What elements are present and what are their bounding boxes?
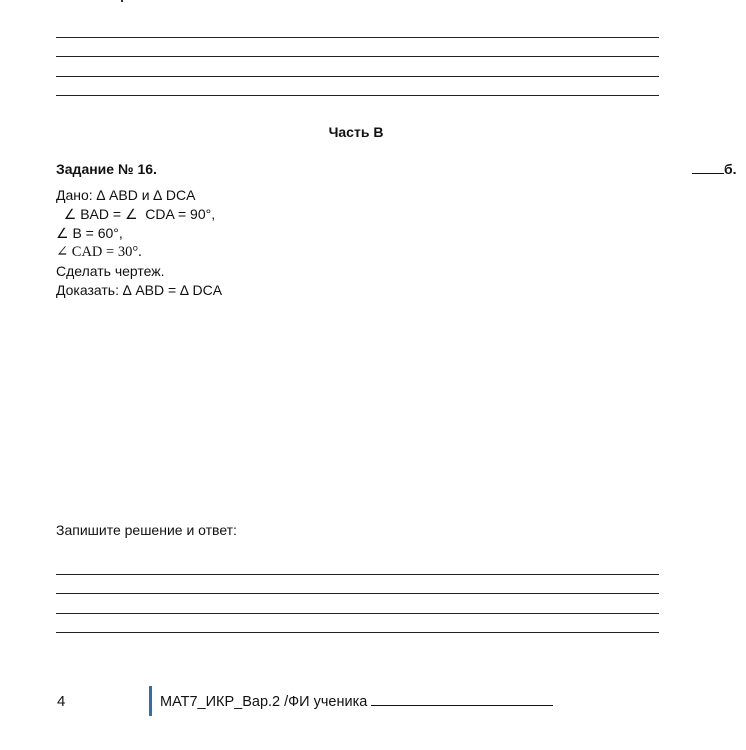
- answer-line[interactable]: [56, 593, 659, 594]
- doc-label: МАТ7_ИКР_Вар.2 /ФИ ученика: [160, 694, 372, 710]
- given-line: ∠ BAD = ∠ CDA = 90°,: [56, 206, 216, 222]
- score-suffix: б.: [724, 161, 737, 177]
- section-title: Часть В: [328, 124, 384, 140]
- answer-line[interactable]: [56, 632, 659, 633]
- footer-label: [160, 692, 553, 710]
- given-block: [56, 186, 222, 300]
- answer-line[interactable]: [56, 76, 659, 77]
- given-line: ∠ B = 60°,: [56, 225, 123, 241]
- given-line: ∠ CAD = 30°.: [56, 244, 142, 260]
- answer-line[interactable]: [56, 95, 659, 96]
- answer-instruction: Запишите решение и ответ:: [56, 522, 237, 538]
- footer-accent-bar: [149, 686, 152, 716]
- score-field[interactable]: [692, 161, 737, 177]
- score-blank[interactable]: [692, 161, 724, 174]
- answer-line[interactable]: [56, 613, 659, 614]
- given-line: Дано: ∆ ABD и ∆ DCA: [56, 187, 196, 203]
- given-line: Сделать чертеж.: [56, 263, 165, 279]
- student-name-blank[interactable]: [371, 692, 553, 706]
- answer-line[interactable]: [56, 56, 659, 57]
- answer-line[interactable]: [56, 574, 659, 575]
- top-cut-mark: [121, 0, 123, 2]
- page-number: 4: [57, 693, 66, 710]
- task-title: Задание № 16.: [56, 161, 157, 177]
- answer-line[interactable]: [56, 37, 659, 38]
- given-line: Доказать: ∆ ABD = ∆ DCA: [56, 282, 223, 298]
